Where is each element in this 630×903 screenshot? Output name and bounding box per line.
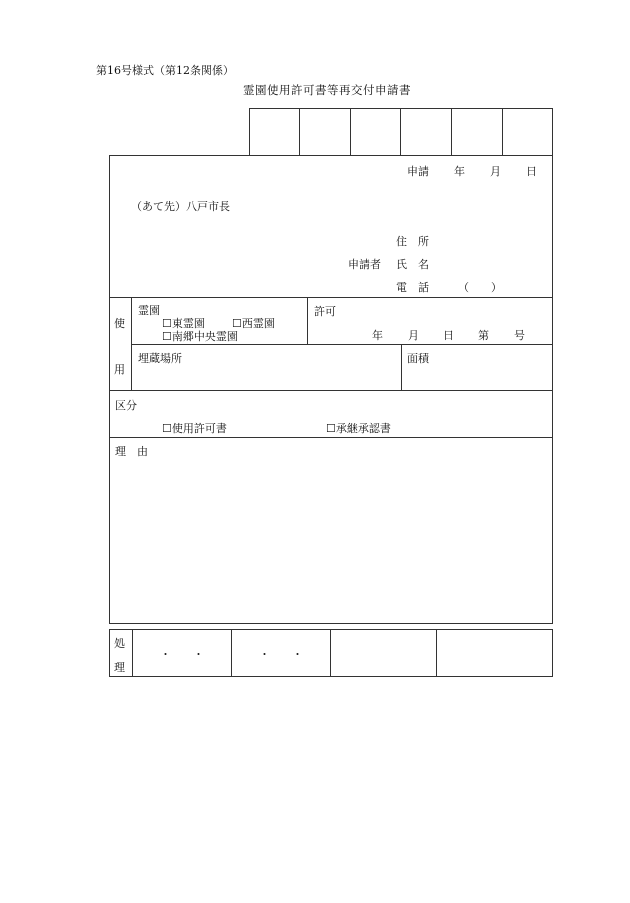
applicant-role-label: 申請者 — [348, 258, 381, 271]
cemetery-option-west[interactable]: ☐西霊園 — [232, 317, 275, 330]
stamp-divider — [451, 108, 452, 156]
applicant-phone-paren: （ ） — [458, 281, 502, 294]
divider — [131, 344, 553, 345]
application-year-label: 年 — [454, 165, 465, 178]
stamp-box-frame — [249, 108, 553, 156]
divider — [231, 629, 232, 677]
divider — [307, 297, 308, 344]
category-option-permit[interactable]: ☐使用許可書 — [162, 422, 227, 435]
application-month-label: 月 — [490, 165, 501, 178]
application-day-label: 日 — [526, 165, 537, 178]
permit-number-prefix: 第 — [478, 329, 489, 342]
divider — [109, 390, 553, 391]
application-date-label: 申請 — [407, 165, 429, 178]
divider — [132, 629, 133, 677]
reason-label: 理 由 — [115, 445, 148, 458]
cemetery-option-east[interactable]: ☐東霊園 — [162, 317, 205, 330]
applicant-address-label: 住 所 — [396, 235, 429, 248]
divider — [330, 629, 331, 677]
stamp-divider — [350, 108, 351, 156]
processing-side-label-1: 処 — [114, 637, 125, 650]
permit-year-label: 年 — [372, 329, 383, 342]
applicant-name-label: 氏 名 — [396, 258, 429, 271]
divider — [401, 344, 402, 390]
area-label: 面積 — [407, 352, 429, 365]
stamp-divider — [400, 108, 401, 156]
processing-date-1: ・ ・ — [160, 648, 204, 661]
stamp-divider — [299, 108, 300, 156]
applicant-phone-label: 電 話 — [396, 281, 429, 294]
divider — [109, 297, 553, 298]
addressee: （あて先）八戸市長 — [131, 200, 230, 213]
divider — [436, 629, 437, 677]
usage-side-label-1: 使 — [114, 317, 125, 330]
processing-side-label-2: 理 — [114, 661, 125, 674]
stamp-divider — [502, 108, 503, 156]
cemetery-label: 霊園 — [138, 304, 160, 317]
page-title: 霊園使用許可書等再交付申請書 — [243, 83, 411, 97]
permit-number-suffix: 号 — [514, 329, 525, 342]
permit-day-label: 日 — [443, 329, 454, 342]
cemetery-option-nango[interactable]: ☐南郷中央霊園 — [162, 330, 238, 343]
category-label: 区分 — [115, 399, 137, 412]
divider — [109, 437, 553, 438]
category-option-succession[interactable]: ☐承継承認書 — [326, 422, 391, 435]
form-number: 第16号様式（第12条関係） — [96, 64, 234, 77]
usage-side-label-2: 用 — [114, 363, 125, 376]
processing-date-2: ・ ・ — [259, 648, 303, 661]
burial-place-label: 埋蔵場所 — [138, 352, 182, 365]
permit-month-label: 月 — [408, 329, 419, 342]
permit-label: 許可 — [314, 305, 336, 318]
